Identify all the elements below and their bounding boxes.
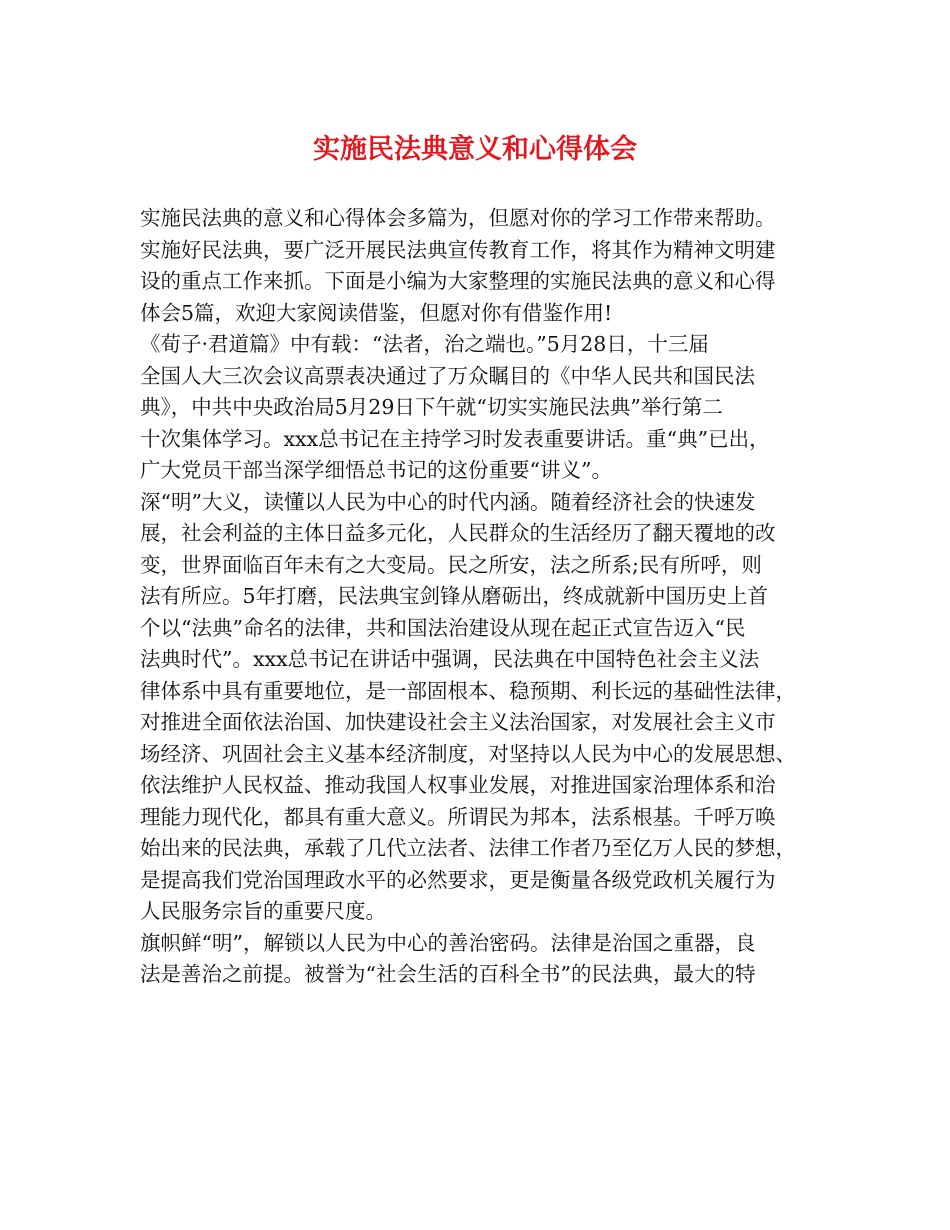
text-line: 体会5篇，欢迎大家阅读借鉴，但愿对你有借鉴作用! (140, 300, 613, 325)
text-line: 变，世界面临百年未有之大变局。民之所安，法之所系;民有所呼，则 (140, 552, 762, 577)
text-line: 个以“法典”命名的法律，共和国法治建设从现在起正式宣告迈入“民 (140, 615, 746, 640)
text-line: 人民服务宗旨的重要尺度。 (140, 899, 386, 923)
text-line: 是提高我们党治国理政水平的必然要求，更是衡量各级党政机关履行为 (140, 867, 776, 892)
text-line: 《荀子·君道篇》中有载：“法者，治之端也。”5月28日，十三届 (140, 332, 709, 356)
text-line: 全国人大三次会议高票表决通过了万众瞩目的《中华人民共和国民法 (140, 363, 755, 388)
text-line: 广大党员干部当深学细悟总书记的这份重要“讲义”。 (140, 458, 612, 482)
text-line: 十次集体学习。xxx总书记在主持学习时发表重要讲话。重“典”已出， (140, 426, 770, 451)
text-line: 实施民法典的意义和心得体会多篇为，但愿对你的学习工作带来帮助。 (140, 206, 776, 230)
text-line: 律体系中具有重要地位，是一部固根本、稳预期、利长远的基础性法律， (140, 678, 796, 703)
document-title: 实施民法典意义和心得体会 (313, 134, 637, 165)
text-line: 深“明”大义，读懂以人民为中心的时代内涵。随着经济社会的快速发 (140, 489, 756, 514)
text-line: 设的重点工作来抓。下面是小编为大家整理的实施民法典的意义和心得 (140, 269, 776, 293)
text-line: 法有所应。5年打磨，民法典宝剑锋从磨砺出，终成就新中国历史上首 (140, 584, 769, 608)
text-line: 旗帜鲜“明”，解锁以人民为中心的善治密码。法律是治国之重器，良 (140, 930, 756, 955)
document-body (140, 203, 840, 991)
text-line: 法是善治之前提。被誉为“社会生活的百科全书”的民法典，最大的特 (140, 962, 756, 986)
text-line: 理能力现代化，都具有重大意义。所谓民为邦本，法系根基。千呼万唤 (140, 804, 776, 829)
text-line: 法典时代”。xxx总书记在讲话中强调，民法典在中国特色社会主义法 (140, 647, 760, 671)
text-line: 场经济、巩固社会主义基本经济制度，对坚持以人民为中心的发展思想、 (140, 741, 796, 766)
text-line: 对推进全面依法治国、加快建设社会主义法治国家，对发展社会主义市 (140, 710, 776, 734)
text-line: 始出来的民法典，承载了几代立法者、法律工作者乃至亿万人民的梦想， (140, 836, 796, 860)
text-line: 典》，中共中央政治局5月29日下午就“切实实施民法典”举行第二 (140, 395, 723, 419)
text-line: 依法维护人民权益、推动我国人权事业发展，对推进国家治理体系和治 (140, 773, 776, 797)
text-line: 展，社会利益的主体日益多元化，人民群众的生活经历了翻天覆地的改 (140, 521, 776, 545)
text-line: 实施好民法典，要广泛开展民法典宣传教育工作，将其作为精神文明建 (140, 237, 776, 262)
